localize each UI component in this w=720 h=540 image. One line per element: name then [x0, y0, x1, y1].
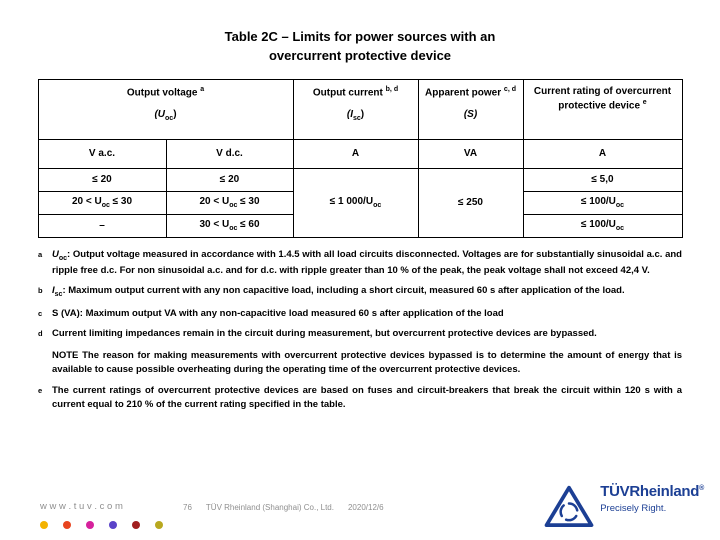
footnote-note: NOTE The reason for making measurements with overcurrent protective devices bypassed is to determine the amount of energy that is available to cause possible overheating during the operating time of the overcurrent protective devices. — [52, 350, 682, 376]
table-row — [38, 168, 682, 191]
footnote-marker: d — [38, 328, 43, 338]
template-dot — [132, 521, 140, 529]
logo-tagline: Precisely Right. — [600, 503, 667, 514]
footer-meta — [183, 503, 384, 512]
unit-vdc: V d.c. — [166, 139, 293, 168]
page-number: 76 — [183, 503, 192, 512]
logo-wordmark: TÜVRheinland® — [600, 483, 704, 500]
unit-current: A — [293, 139, 418, 168]
table-unit-row — [38, 139, 682, 168]
company-name: TÜV Rheinland (Shanghai) Co., Ltd. — [205, 503, 334, 512]
title-line-2: overcurrent protective device — [268, 47, 452, 63]
footnote-text: Current limiting impedances remain in the circuit during measurement, but overcurrent protective devices are bypassed. NOTE The reason for making measurements with overcurrent protective devices bypassed is to determine the amount of energy that is available to cause possible overheating during the operating time of the overcurrent protective devices. — [52, 327, 682, 378]
template-dot — [109, 521, 117, 529]
limits-table — [38, 79, 683, 238]
unit-vac: V a.c. — [38, 139, 166, 168]
tuv-logo — [544, 483, 704, 529]
header-output-current: Output current $^{b, d}$ $(I_{sc})$ — [293, 79, 418, 139]
cell-rating: ≤ $100/U_{oc}$ — [523, 191, 682, 214]
cell-rating: ≤ 5,0 — [523, 168, 682, 191]
template-dot — [86, 521, 94, 529]
page-title — [0, 0, 720, 66]
template-dot — [63, 521, 71, 529]
cell-vac: ≤ 20 — [38, 168, 166, 191]
cell-apparent-power: ≤ 250 — [418, 168, 523, 237]
title-line-1: Table 2C – Limits for power sources with an — [224, 29, 496, 44]
footnote-text: The current ratings of overcurrent protective devices are based on fuses and circuit-breakers that break the circuit within 120 s with a current equal to 210 % of the current rating specified in the table. — [52, 384, 682, 410]
footnote-d — [38, 327, 682, 378]
unit-power: VA — [418, 139, 523, 168]
logo-text — [600, 483, 704, 514]
footnote-text: $I_{sc}$: Maximum output current with any non capacitive load, including a short circuit, measured 60 s after application of the load. — [52, 285, 625, 299]
footnote-marker: b — [38, 286, 43, 296]
template-dot — [155, 521, 163, 529]
header-current-rating: Current rating of overcurrent protective device $^e$ — [523, 79, 682, 139]
footnote-e — [38, 384, 682, 413]
footnote-b — [38, 284, 682, 300]
cell-vdc: ≤ 20 — [166, 168, 293, 191]
footnote-text: S (VA): Maximum output VA with any non-capacitive load measured 60 s after application of the load — [52, 307, 504, 319]
website-link[interactable]: w w w . t u v . c o m — [40, 501, 123, 512]
unit-rating: A — [523, 139, 682, 168]
footnote-text: $U_{oc}$: Output voltage measured in accordance with 1.4.5 with all load circuits disconnected. Voltages are for substantially sinusoidal a.c. and ripple free d.c. For non sinusoidal a.c. and for d.c. with ripple greater than 10 % of the peak, the peak voltage shall not exceed 42,4 V. — [52, 248, 682, 277]
cell-vdc: $20 < U_{oc} \le 30$ — [166, 191, 293, 214]
cell-vac: $20 < U_{oc} \le 30$ — [38, 191, 166, 214]
cell-output-current: ≤ 1 $000/U_{oc}$ — [293, 168, 418, 237]
footnote-c — [38, 307, 682, 321]
table-header-row — [38, 79, 682, 139]
footnote-marker: e — [38, 385, 43, 395]
tuv-triangle-icon — [544, 483, 594, 529]
footnotes — [38, 248, 682, 413]
template-dots — [40, 516, 178, 534]
header-output-voltage: Output voltage $^a$ $(U_{oc})$ — [38, 79, 293, 139]
footnote-a — [38, 248, 682, 279]
cell-rating: ≤ $100/U_{oc}$ — [523, 214, 682, 237]
footnote-marker: c — [38, 308, 43, 318]
slide-date: 2020/12/6 — [347, 503, 384, 512]
cell-vac: – — [38, 214, 166, 237]
cell-vdc: $30 < U_{oc} \le 60$ — [166, 214, 293, 237]
template-dot — [40, 521, 48, 529]
footnote-marker: a — [38, 249, 43, 259]
header-apparent-power: Apparent power $^{c, d}$ (S) — [418, 79, 523, 139]
